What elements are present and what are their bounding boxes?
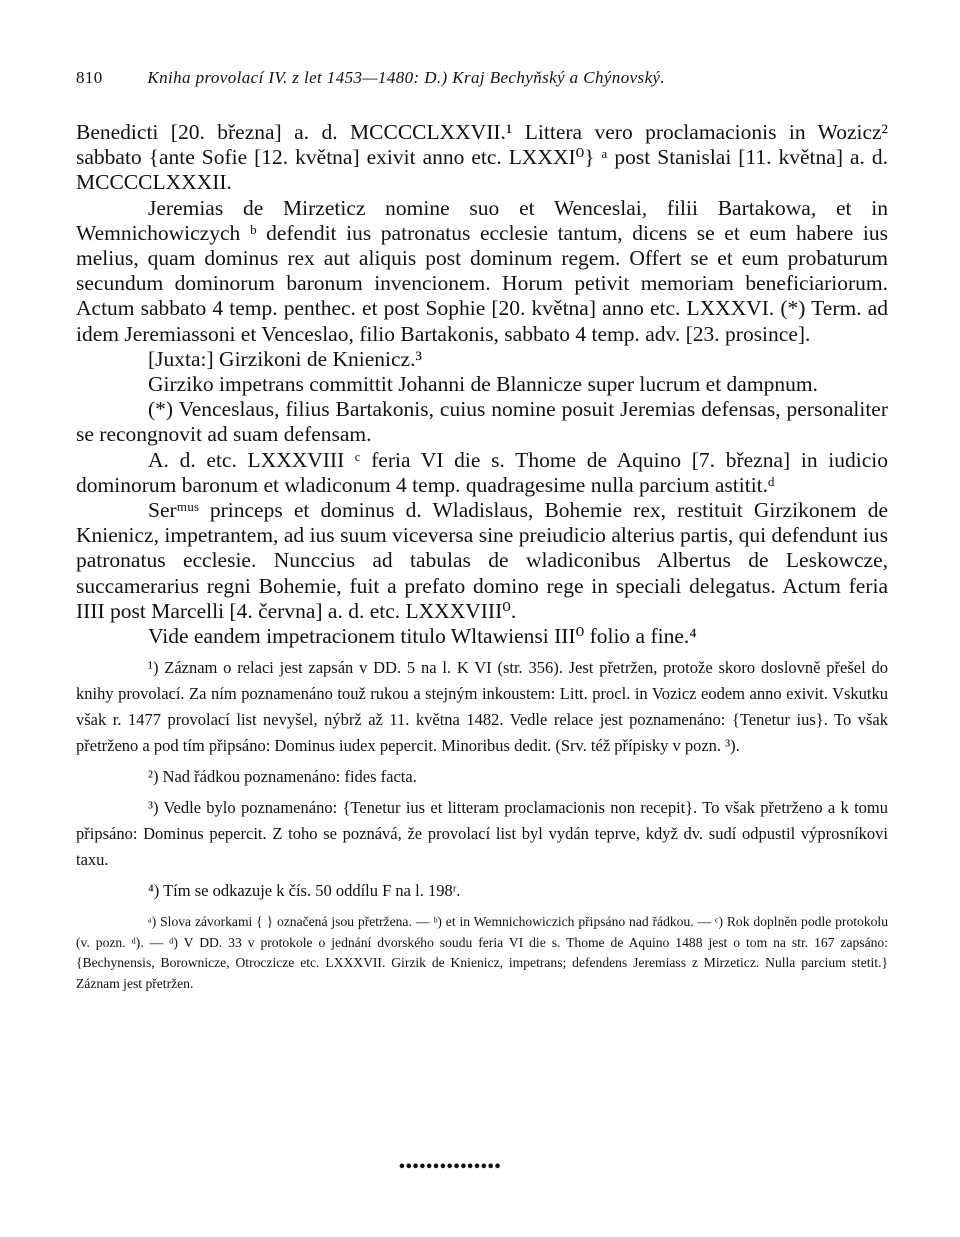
page-number: 810 (76, 68, 103, 87)
paragraph: Benedicti [20. března] a. d. MCCCCLXXVII.¹ Littera vero proclamacionis in Wozicz² sabbato {ante Sofie [12. května] exivit anno etc. LXXXI⁰} ᵃ post Stanislai [11. května] a. d. MCCCCLXXXII. (76, 120, 888, 195)
textual-note: ᵃ) Slova závorkami { } označená jsou přetržena. — ᵇ) et in Wemnichowiczich připsáno nad řádkou. — ᶜ) Rok doplněn podle protokolu (v. pozn. ᵈ). — ᵈ) V DD. 33 v protokole o jednání dvorského soudu feria VI die s. Thome de Aquino 1488 jest o tom na str. 167 zapsáno: {Bechynensis, Borownicze, Otroczicze etc. LXXXVII. Girzik de Knienicz, impetrans; defendens Jeremiass z Mirzeticz. Nulla parcium stetit.} Záznam jest přetržen. (76, 914, 888, 991)
paragraph: Vide eandem impetracionem titulo Wltawiensi III⁰ folio a fine.⁴ (148, 624, 697, 649)
running-header (76, 68, 888, 88)
paragraph: [Juxta:] Girzikoni de Knienicz.³ (148, 346, 422, 371)
main-text (76, 120, 888, 649)
paragraph: (*) Venceslaus, filius Bartakonis, cuius nomine posuit Jeremias defensas, personaliter se recongnovit ad suam defensam. (76, 397, 888, 447)
paragraph: Girziko impetrans committit Johanni de Blannicze super lucrum et dampnum. (148, 372, 818, 397)
paragraph: A. d. etc. LXXXVIII ᶜ feria VI die s. Thome de Aquino [7. března] in iudicio dominorum baronum et wladiconum 4 temp. quadragesime nulla parcium astitit.ᵈ (76, 447, 888, 497)
document-page (76, 68, 888, 994)
paragraph: Serᵐᵘˢ princeps et dominus d. Wladislaus, Bohemie rex, restituit Girzikonem de Knienicz, impetrantem, ad ius suum viceversa sine preiudicio alterius partis, qui defendunt ius patronatus ecclesie. Nunccius ad tabulas de wladiconibus Albertus de Leskowcze, succamerarius regni Bohemie, fuit a prefato domino rege in speciali delegatus. Actum feria IIII post Marcelli [4. června] a. d. etc. LXXXVIII⁰. (76, 498, 888, 623)
paragraph: Jeremias de Mirzeticz nomine suo et Wenceslai, filii Bartakowa, et in Wemnichowiczych ᵇ defendit ius patronatus ecclesie tantum, dicens se et eum habere ius melius, quam dominus rex aut aliquis post dominum regem. Offert se et eum probaturum secundum dominorum baronum invencionem. Horum petivit memoriam beneficiariorum. Actum sabbato 4 temp. penthec. et post Sophie [20. května] anno etc. LXXXVI. (*) Term. ad idem Jeremiassoni et Venceslao, filio Bartakonis, sabbato 4 temp. adv. [23. prosince]. (76, 195, 888, 346)
end-ornament: ••••••••••••••• (398, 1160, 501, 1175)
footnote: ⁴) Tím se odkazuje k čís. 50 oddílu F na l. 198ʳ. (148, 881, 461, 901)
footnotes (76, 655, 888, 904)
textual-notes (76, 912, 888, 994)
footnote: ³) Vedle bylo poznamenáno: {Tenetur ius et litteram proclamacionis non recepit}. To však přetrženo a k tomu připsáno: Dominus pepercit. Z toho se poznává, že provolací list byl vydán teprve, když dv. sudí odpustil výprosníkovi taxu. (76, 798, 888, 870)
footnote: ¹) Záznam o relaci jest zapsán v DD. 5 na l. K VI (str. 356). Jest přetržen, protože skoro doslovně přešel do knihy provolací. Za ním poznamenáno touž rukou a stejným inkoustem: Litt. procl. in Vozicz eodem anno exivit. Vskutku však r. 1477 provolací list nevyšel, nýbrž až 11. května 1482. Vedle relace jest poznamenáno: {Tenetur ius}. To však přetrženo a pod tím připsáno: Dominus iudex pepercit. Minoribus dedit. (Srv. též přípisky v pozn. ³). (76, 658, 888, 756)
running-title: Kniha provolací IV. z let 1453—1480: D.) Kraj Bechyňský a Chýnovský. (147, 68, 666, 87)
footnote: ²) Nad řádkou poznamenáno: fides facta. (148, 767, 417, 787)
